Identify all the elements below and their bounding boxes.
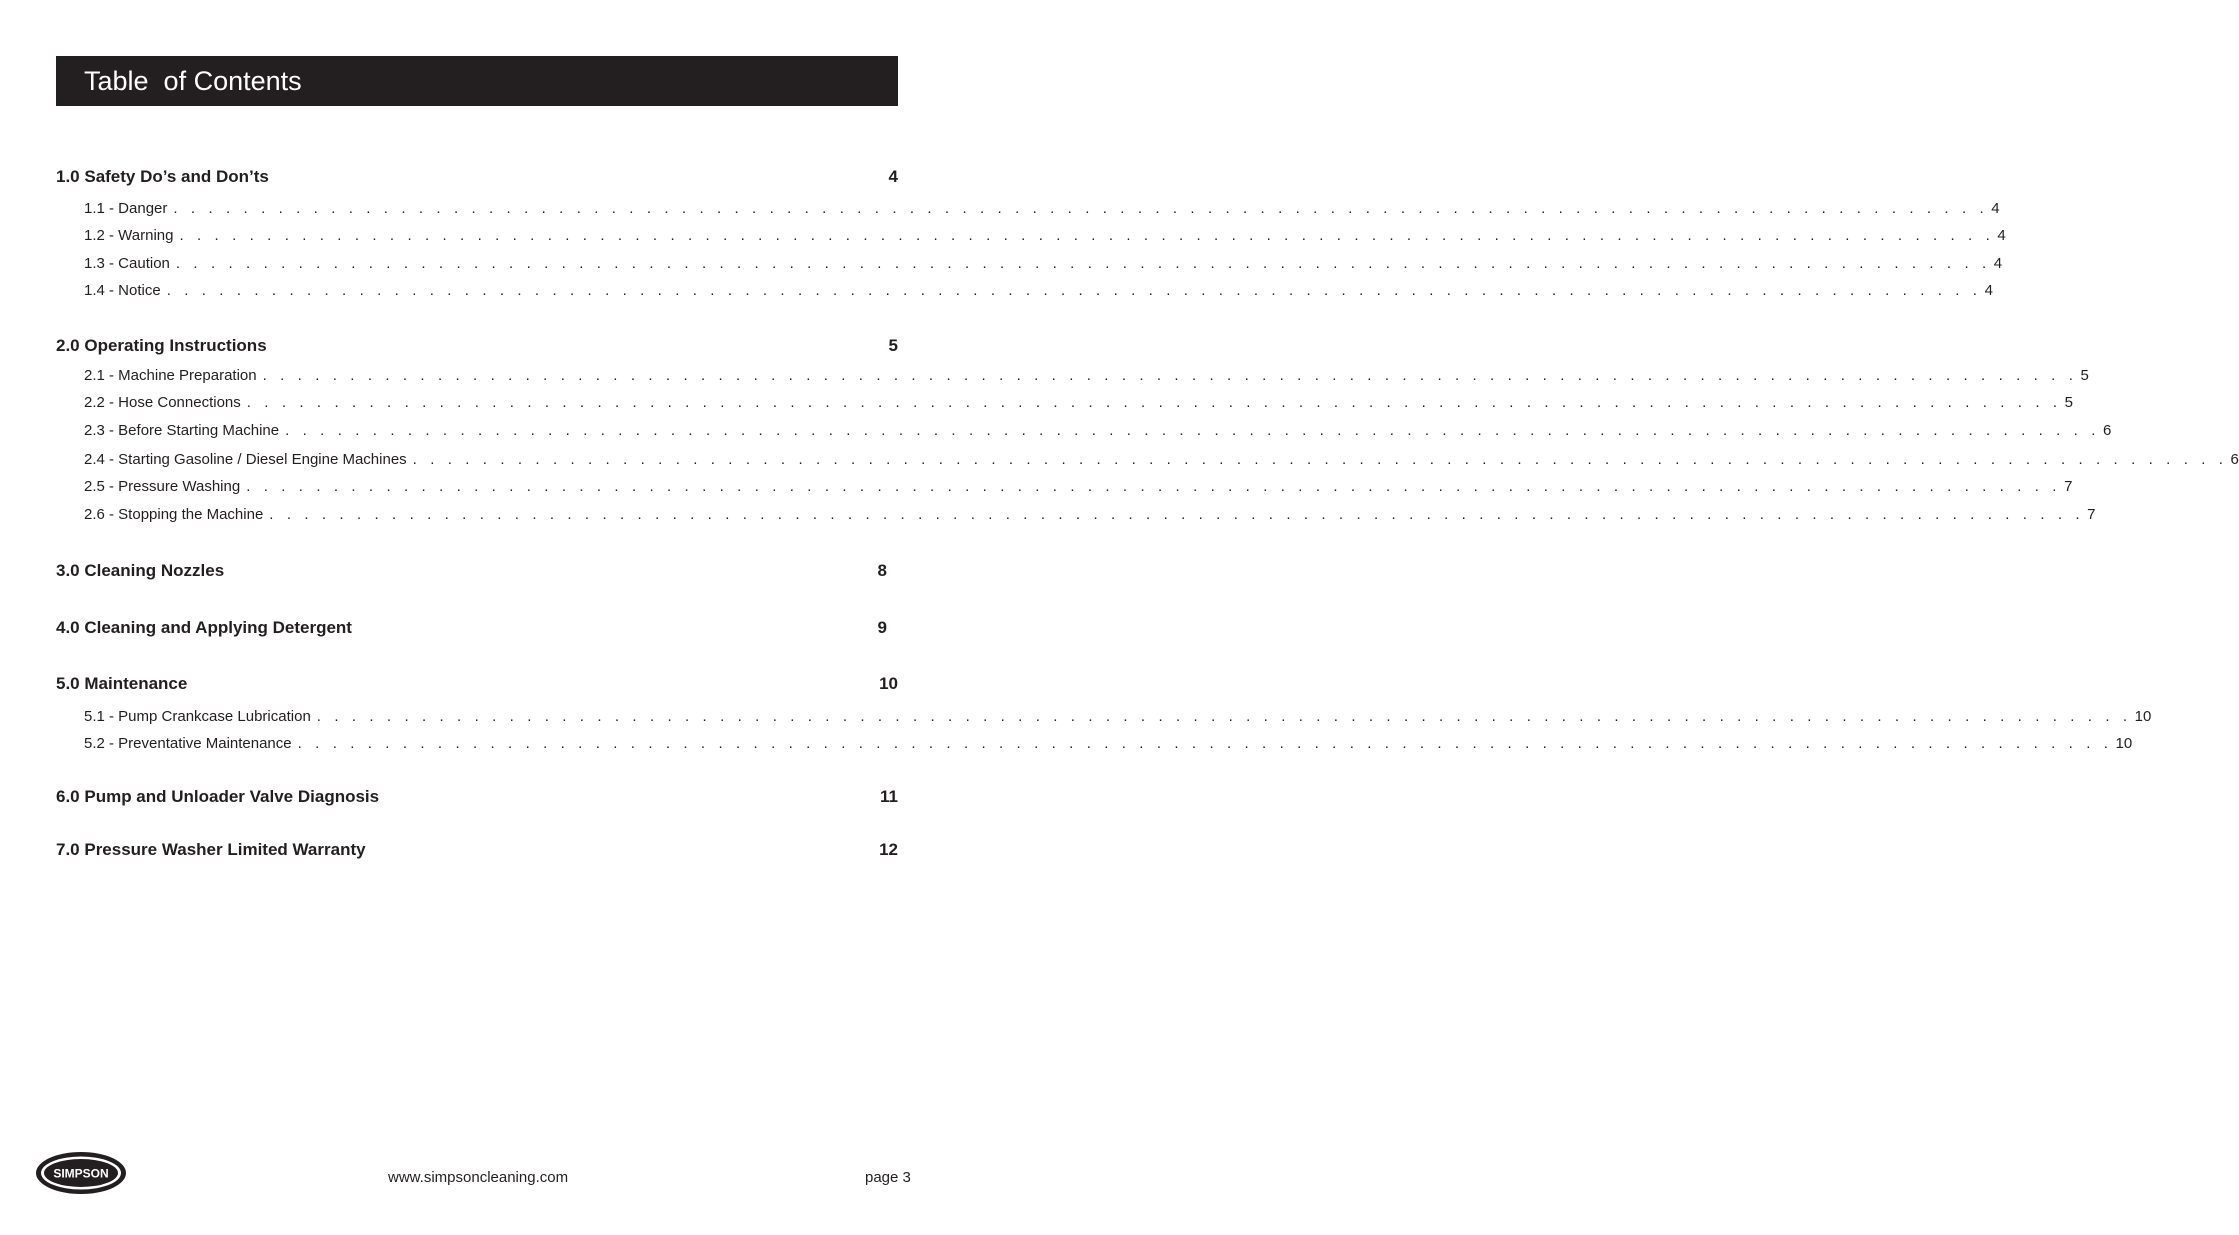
toc-item-page: 6 <box>2230 451 2239 468</box>
toc-item-label: 2.4 - Starting Gasoline / Diesel Engine Machines <box>84 451 407 468</box>
footer-page-number: page 3 <box>865 1169 911 1186</box>
toc-item-preventative-maintenance[interactable] <box>84 735 2133 753</box>
toc-section-detergent[interactable] <box>56 618 898 638</box>
toc-item-label: 2.5 - Pressure Washing <box>84 478 241 495</box>
toc-item-label: 2.1 - Machine Preparation <box>84 367 257 384</box>
toc-item-label: 2.6 - Stopping the Machine <box>84 506 264 523</box>
toc-section-title: 1.0 Safety Do’s and Don’ts <box>56 167 269 186</box>
toc-section-pump-diagnosis[interactable] <box>56 787 898 807</box>
toc-item-stopping-machine[interactable] <box>84 506 2096 524</box>
toc-section-title: 4.0 Cleaning and Applying Detergent <box>56 618 352 637</box>
toc-item-label: 2.3 - Before Starting Machine <box>84 422 280 439</box>
dot-leader: . . . . . . . . . . . . . . . . . . . . . . . . . . . . . . . . . . . . . . . . . . . . . . . . . . . . . . . . . . . . . . . . . . . . . . . . . . . . . . . . . . . . . . . . . . . . . . . . . . . . . . . . <box>173 200 1989 217</box>
toc-item-crankcase-lubrication[interactable] <box>84 708 2152 726</box>
toc-section-page: 8 <box>877 561 887 580</box>
toc-item-page: 4 <box>1993 255 2003 272</box>
toc-section-title: 2.0 Operating Instructions <box>56 336 267 355</box>
toc-section-page: 5 <box>888 336 898 355</box>
toc-item-warning[interactable] <box>84 227 2006 245</box>
toc-item-starting-engine[interactable] <box>84 451 2239 469</box>
dot-leader: . . . . . . . . . . . . . . . . . . . . . . . . . . . . . . . . . . . . . . . . . . . . . . . . . . . . . . . . . . . . . . . . . . . . . . . . . . . . . . . . . . . . . . . . . . . . . . . . . . . . . . . . <box>179 227 1995 244</box>
toc-item-label: 1.3 - Caution <box>84 255 170 272</box>
dot-leader: . . . . . . . . . . . . . . . . . . . . . . . . . . . . . . . . . . . . . . . . . . . . . . . . . . . . . . . . . . . . . . . . . . . . . . . . . . . . . . . . . . . . . . . . . . . . . . . . . . . . . . . . <box>269 506 2085 523</box>
toc-section-title: 6.0 Pump and Unloader Valve Diagnosis <box>56 787 380 806</box>
toc-item-before-starting[interactable] <box>84 422 2112 440</box>
toc-section-page: 9 <box>877 618 887 637</box>
toc-item-page: 7 <box>2064 478 2073 495</box>
toc-section-warranty[interactable] <box>56 840 898 860</box>
simpson-logo <box>34 1150 128 1196</box>
toc-section-page: 10 <box>879 674 898 693</box>
toc-section-page: 12 <box>879 840 898 859</box>
dot-leader: . . . . . . . . . . . . . . . . . . . . . . . . . . . . . . . . . . . . . . . . . . . . . . . . . . . . . . . . . . . . . . . . . . . . . . . . . . . . . . . . . . . . . . . . . . . . . . . . . . . . . . . . <box>285 422 2100 439</box>
toc-item-page: 4 <box>1997 227 2006 244</box>
toc-item-label: 5.1 - Pump Crankcase Lubrication <box>84 708 311 725</box>
toc-item-label: 1.1 - Danger <box>84 200 168 217</box>
toc-item-label: 1.2 - Warning <box>84 227 174 244</box>
dot-leader: . . . . . . . . . . . . . . . . . . . . . . . . . . . . . . . . . . . . . . . . . . . . . . . . . . . . . . . . . . . . . . . . . . . . . . . . . . . . . . . . . . . . . . . . . . . . . . . . . . . . . . . . <box>297 735 2113 752</box>
dot-leader: . . . . . . . . . . . . . . . . . . . . . . . . . . . . . . . . . . . . . . . . . . . . . . . . . . . . . . . . . . . . . . . . . . . . . . . . . . . . . . . . . . . . . . . . . . . . . . . . . . . . . . . . <box>412 451 2228 468</box>
toc-item-pressure-washing[interactable] <box>84 478 2073 496</box>
toc-item-machine-preparation[interactable] <box>84 367 2089 385</box>
dot-leader: . . . . . . . . . . . . . . . . . . . . . . . . . . . . . . . . . . . . . . . . . . . . . . . . . . . . . . . . . . . . . . . . . . . . . . . . . . . . . . . . . . . . . . . . . . . . . . . . . . . . . . . . <box>316 708 2132 725</box>
dot-leader: . . . . . . . . . . . . . . . . . . . . . . . . . . . . . . . . . . . . . . . . . . . . . . . . . . . . . . . . . . . . . . . . . . . . . . . . . . . . . . . . . . . . . . . . . . . . . . . . . . . . . . . . <box>246 394 2062 411</box>
toc-item-page: 4 <box>1991 200 2000 217</box>
toc-section-operating[interactable] <box>56 336 898 356</box>
dot-leader: . . . . . . . . . . . . . . . . . . . . . . . . . . . . . . . . . . . . . . . . . . . . . . . . . . . . . . . . . . . . . . . . . . . . . . . . . . . . . . . . . . . . . . . . . . . . . . . . . . . . . . . . <box>246 478 2062 495</box>
dot-leader: . . . . . . . . . . . . . . . . . . . . . . . . . . . . . . . . . . . . . . . . . . . . . . . . . . . . . . . . . . . . . . . . . . . . . . . . . . . . . . . . . . . . . . . . . . . . . . . . . . . . . . . . <box>262 367 2078 384</box>
toc-item-page: 4 <box>1984 282 1993 299</box>
dot-leader: . . . . . . . . . . . . . . . . . . . . . . . . . . . . . . . . . . . . . . . . . . . . . . . . . . . . . . . . . . . . . . . . . . . . . . . . . . . . . . . . . . . . . . . . . . . . . . . . . . . . . . . . <box>166 282 1982 299</box>
toc-item-danger[interactable] <box>84 200 2000 218</box>
toc-item-page: 10 <box>2134 708 2152 725</box>
toc-section-safety[interactable] <box>56 167 898 187</box>
toc-section-page: 11 <box>880 787 898 806</box>
toc-item-caution[interactable] <box>84 255 2003 273</box>
toc-section-page: 4 <box>888 167 898 186</box>
toc-item-page: 10 <box>2115 735 2133 752</box>
toc-section-title: 5.0 Maintenance <box>56 674 188 693</box>
toc-item-page: 5 <box>2080 367 2089 384</box>
toc-item-notice[interactable] <box>84 282 1993 300</box>
dot-leader: . . . . . . . . . . . . . . . . . . . . . . . . . . . . . . . . . . . . . . . . . . . . . . . . . . . . . . . . . . . . . . . . . . . . . . . . . . . . . . . . . . . . . . . . . . . . . . . . . . . . . . . . <box>175 255 1991 272</box>
footer-url[interactable]: www.simpsoncleaning.com <box>388 1169 569 1186</box>
toc-section-title: 3.0 Cleaning Nozzles <box>56 561 225 580</box>
toc-item-label: 1.4 - Notice <box>84 282 161 299</box>
toc-item-page: 6 <box>2102 422 2112 439</box>
toc-item-page: 7 <box>2087 506 2096 523</box>
toc-item-page: 5 <box>2064 394 2073 411</box>
toc-item-label: 5.2 - Preventative Maintenance <box>84 735 292 752</box>
toc-item-hose-connections[interactable] <box>84 394 2073 412</box>
toc-section-maintenance[interactable] <box>56 674 898 694</box>
logo-text: SIMPSON <box>53 1166 109 1181</box>
toc-section-cleaning-nozzles[interactable] <box>56 561 898 581</box>
page-title: Table of Contents <box>56 56 898 106</box>
toc-section-title: 7.0 Pressure Washer Limited Warranty <box>56 840 366 859</box>
toc-item-label: 2.2 - Hose Connections <box>84 394 241 411</box>
